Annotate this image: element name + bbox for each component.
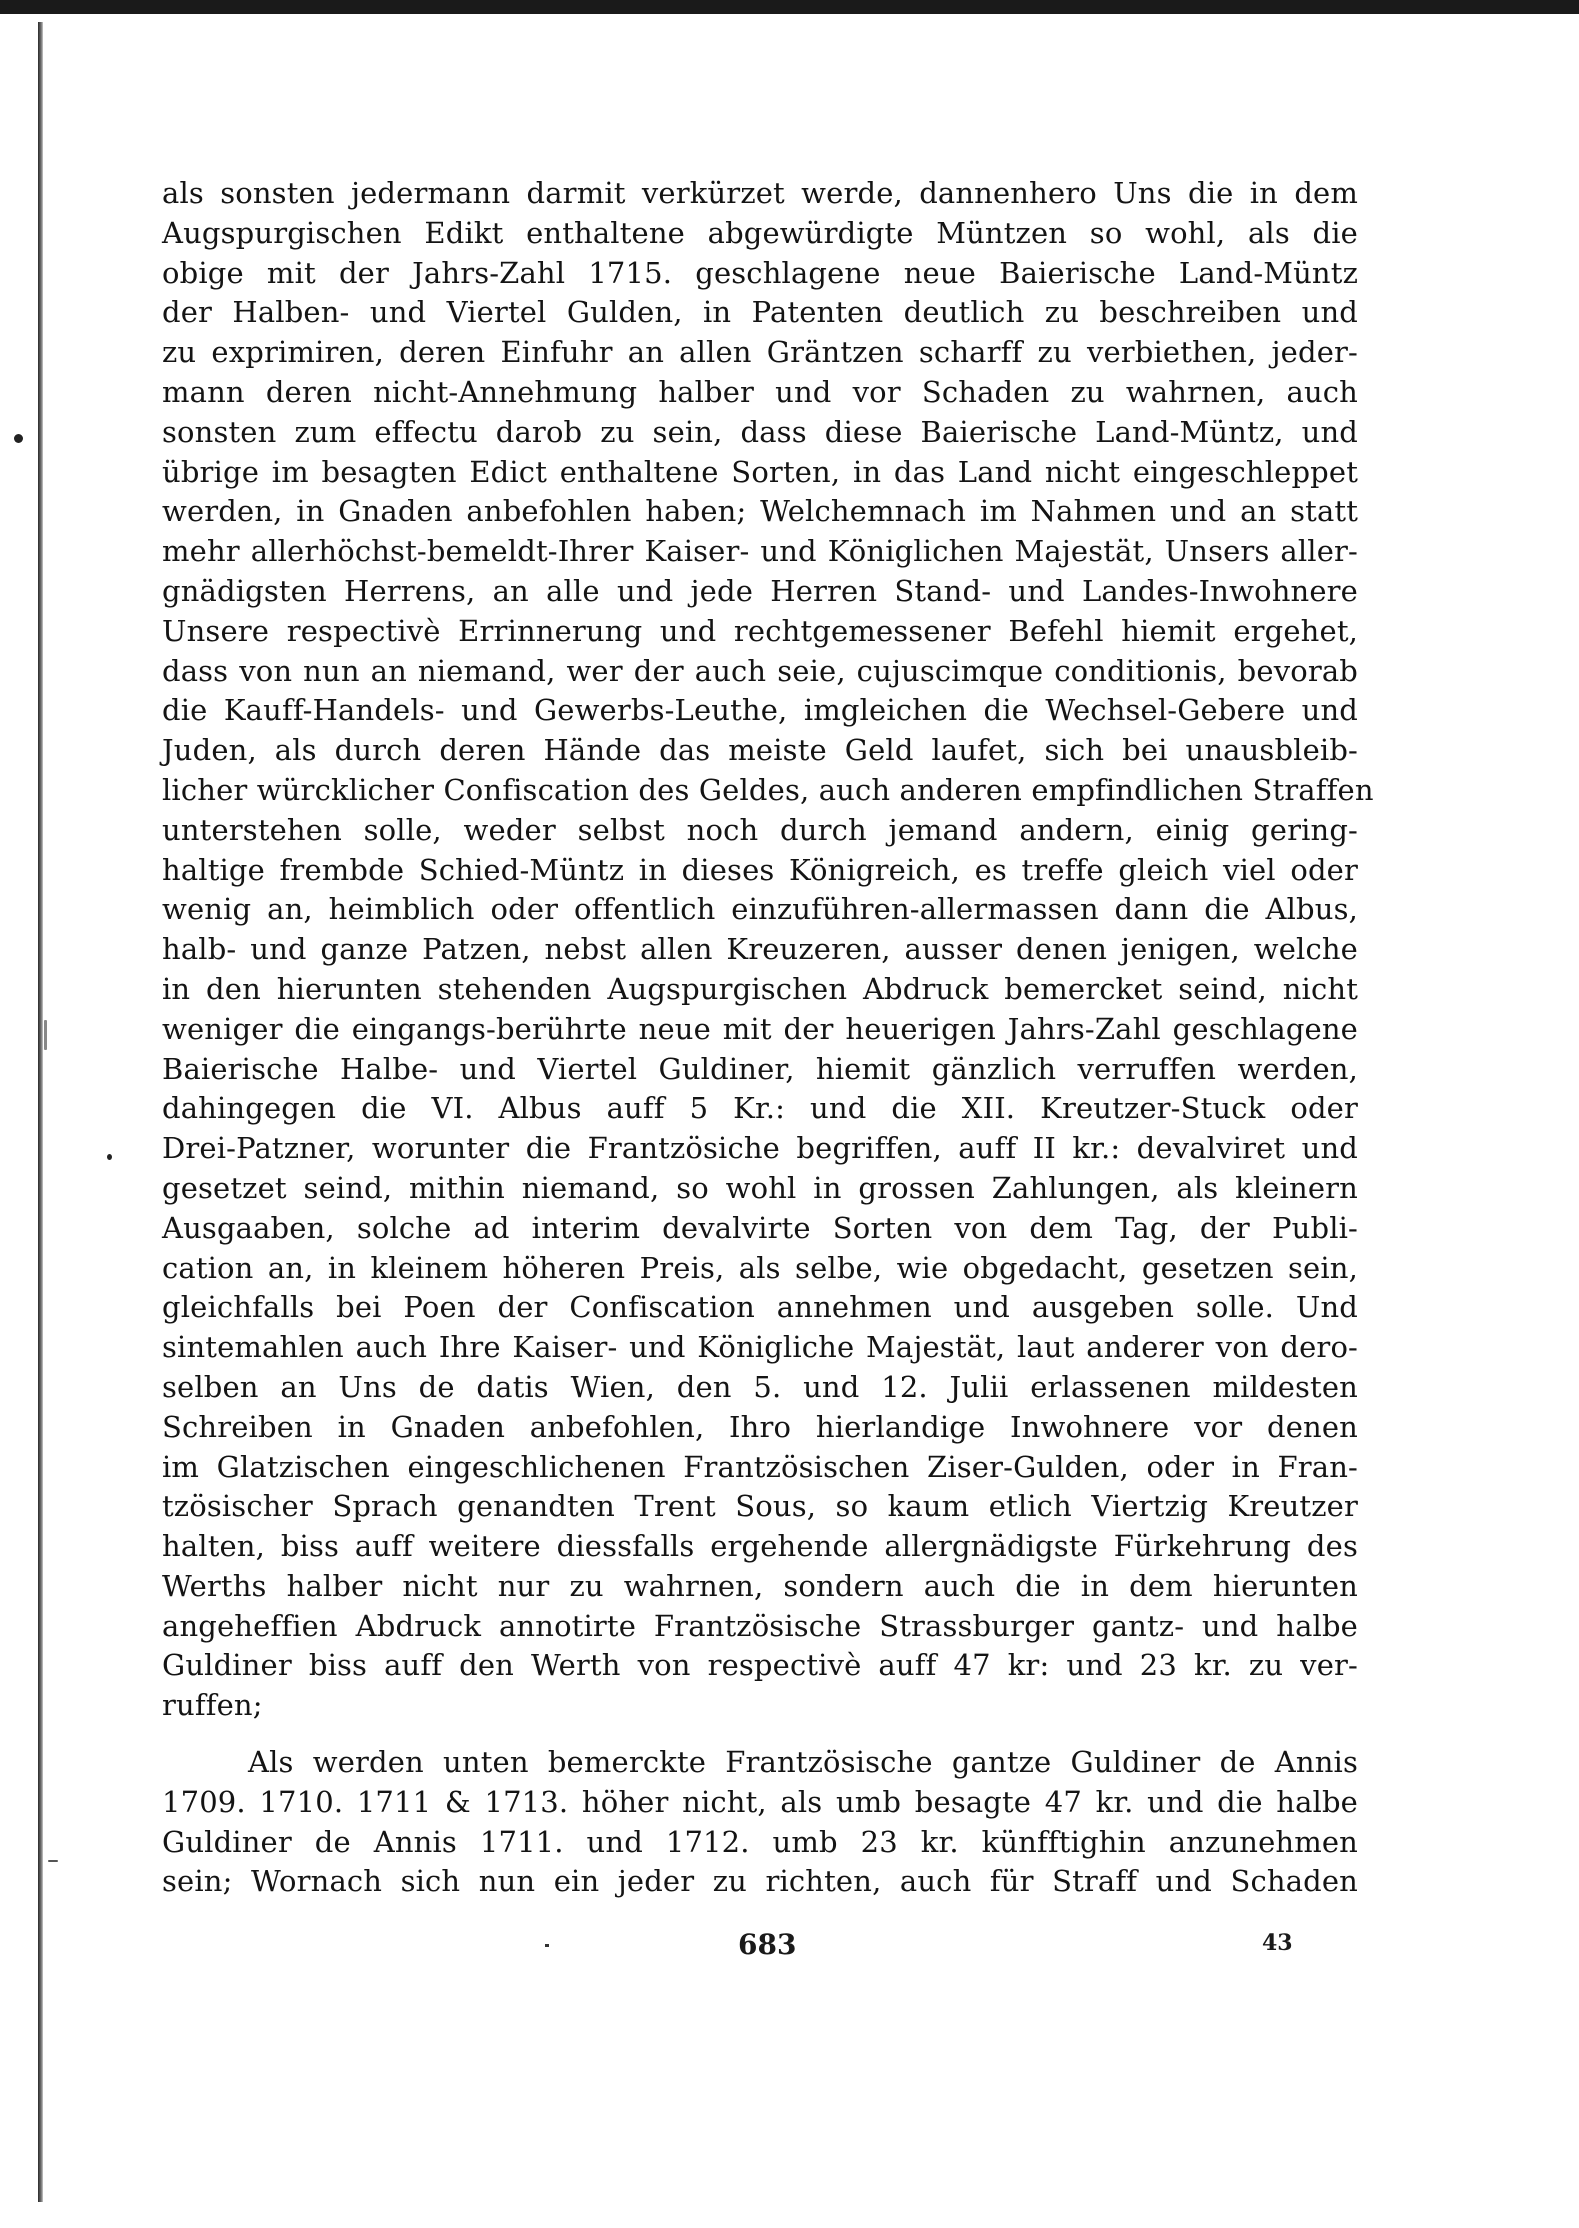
book-binding-edge [38,22,43,2202]
text-line: gnädigsten Herrens, an alle und jede Herren Stand- und Landes-Inwohnere [162,573,1358,608]
text-line: Als werden unten bemerckte Frantzösische gantze Guldiner de Annis [248,1745,1358,1780]
paragraph-2 [162,1743,1358,1902]
text-line: gleichfalls bei Poen der Confiscation annehmen und ausgeben solle. Und [162,1290,1358,1325]
text-line: sein; Wornach sich nun ein jeder zu richten, auch für Straff und Schaden [162,1864,1358,1899]
body-text [162,174,1374,1902]
text-line: gesetzet seind, mithin niemand, so wohl in grossen Zahlungen, als kleinern [162,1170,1358,1205]
paragraph-gap [162,1726,1358,1743]
text-line: selben an Uns de datis Wien, den 5. und 12. Julii erlassenen mildesten [162,1369,1358,1404]
ink-spot [14,434,23,443]
text-line: Augspurgischen Edikt enthaltene abgewürdigte Müntzen so wohl, als die [162,215,1358,250]
text-line: haltige frembde Schied-Müntz in dieses Königreich, es treffe gleich viel oder [162,852,1358,887]
text-line: unterstehen solle, weder selbst noch durch jemand andern, einig gering- [162,812,1358,847]
ink-spot [48,1860,58,1862]
text-line: Baierische Halbe- und Viertel Guldiner, hiemit gänzlich verruffen werden, [162,1051,1358,1086]
text-line: Schreiben in Gnaden anbefohlen, Ihro hierlandige Inwohnere vor denen [162,1409,1358,1444]
paragraph-1 [162,174,1374,1726]
page-number: 683 [738,1928,797,1961]
text-line: tzösischer Sprach genandten Trent Sous, so kaum etlich Viertzig Kreutzer [162,1489,1358,1524]
signature-mark: 43 [1262,1930,1293,1956]
text-line: sintemahlen auch Ihre Kaiser- und Königliche Majestät, laut anderer von dero- [162,1330,1358,1365]
text-line: Ausgaaben, solche ad interim devalvirte Sorten von dem Tag, der Publi- [162,1210,1358,1245]
margin-shadow [44,1020,47,1050]
text-line: mann deren nicht-Annehmung halber und vor Schaden zu wahrnen, auch [162,374,1358,409]
text-line: Werths halber nicht nur zu wahrnen, sondern auch die in dem hierunten [162,1568,1358,1603]
text-line: in den hierunten stehenden Augspurgischen Abdruck bemercket seind, nicht [162,971,1358,1006]
text-line: wenig an, heimblich oder offentlich einzuführen-allermassen dann die Albus, [162,892,1358,927]
text-line: im Glatzischen eingeschlichenen Frantzösischen Ziser-Gulden, oder in Fran- [162,1449,1358,1484]
text-line: halten, biss auff weitere diessfalls ergehende allergnädigste Fürkehrung des [162,1529,1358,1564]
text-line: halb- und ganze Patzen, nebst allen Kreuzeren, ausser denen jenigen, welche [162,932,1358,967]
text-line: licher würcklicher Confiscation des Geldes, auch anderen empfindlichen Straffen [162,772,1374,807]
text-line: dahingegen die VI. Albus auff 5 Kr.: und die XII. Kreutzer-Stuck oder [162,1091,1358,1126]
text-line: Guldiner de Annis 1711. und 1712. umb 23 kr. künfftighin anzunehmen [162,1824,1358,1859]
text-line: als sonsten jedermann darmit verkürzet werde, dannenhero Uns die in dem [162,176,1358,210]
text-line: cation an, in kleinem höheren Preis, als selbe, wie obgedacht, gesetzen sein, [162,1250,1358,1285]
ink-spot [107,1154,112,1160]
scan-top-border [0,0,1579,14]
text-line: angeheffien Abdruck annotirte Frantzösische Strassburger gantz- und halbe [162,1608,1358,1643]
text-line: Drei-Patzner, worunter die Frantzösiche begriffen, auff II kr.: devalviret und [162,1131,1358,1166]
text-line: weniger die eingangs-berührte neue mit der heuerigen Jahrs-Zahl geschlagene [162,1011,1358,1046]
text-line: übrige im besagten Edict enthaltene Sorten, in das Land nicht eingeschleppet [162,454,1358,489]
text-line: dass von nun an niemand, wer der auch seie, cujuscimque conditionis, bevorab [162,653,1358,688]
text-line: 1709. 1710. 1711 & 1713. höher nicht, als umb besagte 47 kr. und die halbe [162,1784,1358,1819]
text-line: der Halben- und Viertel Gulden, in Patenten deutlich zu beschreiben und [162,295,1358,330]
text-line: mehr allerhöchst-bemeldt-Ihrer Kaiser- und Königlichen Majestät, Unsers aller- [162,534,1358,569]
text-line: obige mit der Jahrs-Zahl 1715. geschlagene neue Baierische Land-Müntz [162,255,1358,290]
text-line: die Kauff-Handels- und Gewerbs-Leuthe, imgleichen die Wechsel-Gebere und [162,693,1358,728]
text-line: Guldiner biss auff den Werth von respectivè auff 47 kr: und 23 kr. zu ver- [162,1648,1358,1683]
text-line: ruffen; [162,1688,263,1723]
text-line: Juden, als durch deren Hände das meiste Geld laufet, sich bei unausbleib- [162,733,1358,768]
text-line: Unsere respectivè Errinnerung und rechtgemessener Befehl hiemit ergehet, [162,613,1358,648]
text-line: zu exprimiren, deren Einfuhr an allen Gräntzen scharff zu verbiethen, jeder- [162,335,1358,370]
text-line: sonsten zum effectu darob zu sein, dass diese Baierische Land-Müntz, und [162,414,1358,449]
ink-dot [545,1944,549,1947]
text-line: werden, in Gnaden anbefohlen haben; Welchemnach im Nahmen und an statt [162,494,1358,529]
